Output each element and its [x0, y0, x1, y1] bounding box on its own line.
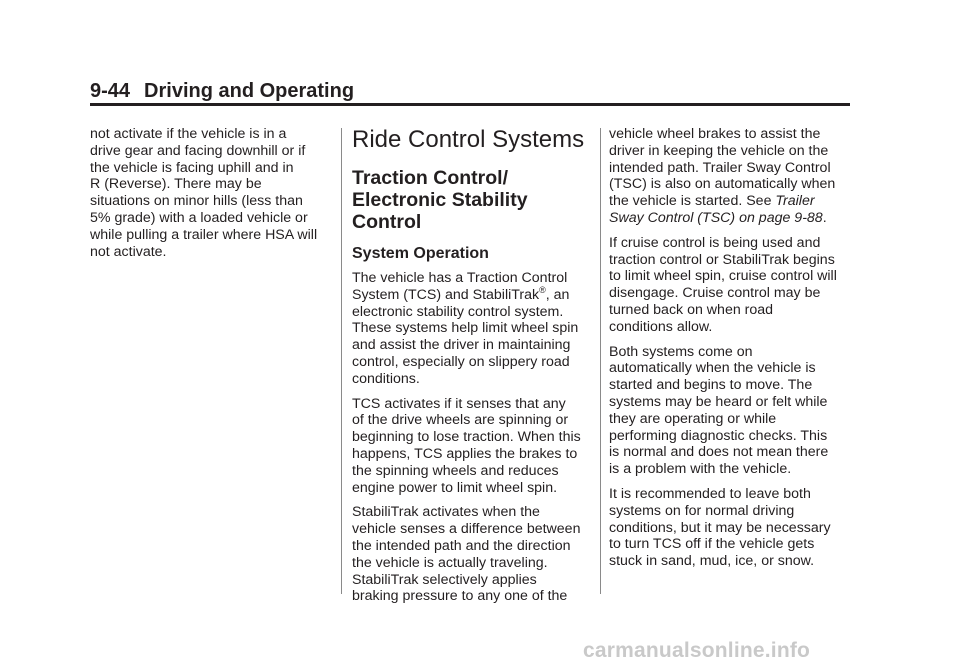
text-line: conditions allow. — [609, 318, 713, 335]
text-line: R (Reverse). There may be — [90, 176, 262, 193]
text-line: control, especially on slippery road — [352, 353, 570, 370]
page-number: 9-44 — [90, 80, 131, 102]
text-line — [609, 193, 815, 209]
text-line — [352, 284, 570, 303]
column-2 — [352, 126, 588, 613]
text-line: automatically when the vehicle is — [609, 360, 816, 377]
heading-line: Control — [352, 211, 422, 233]
text-line: systems on for normal driving — [609, 502, 795, 519]
text-line: The vehicle has a Traction Control — [352, 270, 568, 286]
column-divider-2 — [600, 128, 601, 594]
text-line: is a problem with the vehicle. — [609, 461, 792, 478]
text-line: intended path. Trailer Sway Control — [609, 159, 831, 176]
paragraph-cruise — [609, 235, 854, 336]
watermark: carmanualsonline.info — [583, 639, 811, 662]
text-line: is normal and does not mean there — [609, 444, 829, 461]
text-line: and assist the driver in maintaining — [352, 337, 571, 354]
text-line: not activate. — [90, 243, 167, 260]
text-line: situations on minor hills (less than — [90, 193, 303, 210]
text-line: It is recommended to leave both — [609, 485, 811, 502]
text-fragment: the vehicle is started. See — [609, 193, 776, 210]
text-fragment: System (TCS) and StabiliTrak — [352, 286, 540, 303]
subsection-heading: System Operation — [352, 245, 489, 262]
paragraph-stabilitrak — [352, 504, 588, 605]
paragraph-intro — [352, 270, 588, 388]
text-line: If cruise control is being used and — [609, 234, 821, 251]
text-line: not activate if the vehicle is in a — [90, 126, 287, 142]
text-line — [609, 210, 827, 226]
page-header — [90, 80, 354, 103]
text-line: turned back on when road — [609, 301, 774, 318]
text-line: stuck in sand, mud, ice, or snow. — [609, 553, 815, 570]
text-line: (TSC) is also on automatically when — [609, 176, 836, 193]
text-line: vehicle wheel brakes to assist the — [609, 126, 821, 142]
paragraph-hsa — [90, 126, 332, 260]
text-line: happens, TCS applies the brakes to — [352, 445, 578, 462]
text-line: TCS activates if it senses that any — [352, 395, 566, 412]
text-line: traction control or StabiliTrak begins — [609, 251, 835, 268]
text-line: performing diagnostic checks. This — [609, 427, 828, 444]
text-line: systems may be heard or felt while — [609, 393, 828, 410]
text-line: 5% grade) with a loaded vehicle or — [90, 209, 308, 226]
text-line: vehicle senses a difference between — [352, 521, 581, 538]
chapter-heading: Ride Control Systems — [352, 126, 585, 153]
text-line: Both systems come on — [609, 343, 753, 360]
text-line: of the drive wheels are spinning or — [352, 412, 569, 429]
registered-mark: ® — [539, 284, 546, 295]
heading-line: Traction Control/ — [352, 167, 508, 189]
text-line: to turn TCS off if the vehicle gets — [609, 536, 815, 553]
text-line: disengage. Cruise control may be — [609, 285, 821, 302]
column-3 — [609, 126, 854, 578]
paragraph-tsc — [609, 126, 854, 227]
heading-line: Electronic Stability — [352, 189, 528, 211]
text-line: the spinning wheels and reduces — [352, 462, 559, 479]
text-line: to limit wheel spin, cruise control will — [609, 268, 837, 285]
text-line: they are operating or while — [609, 410, 777, 427]
text-line: These systems help limit wheel spin — [352, 320, 579, 337]
text-line: conditions, but it may be necessary — [609, 519, 831, 536]
text-line: conditions. — [352, 370, 420, 387]
paragraph-tcs — [352, 396, 588, 497]
text-line: beginning to lose traction. When this — [352, 429, 581, 446]
paragraph-recommendation — [609, 486, 854, 570]
text-line: engine power to limit wheel spin. — [352, 479, 558, 496]
text-line: the vehicle is facing uphill and in — [90, 159, 294, 176]
text-line: the intended path and the direction — [352, 537, 571, 554]
column-divider-1 — [341, 128, 342, 594]
cross-reference-link[interactable]: Sway Control (TSC) on page 9-88 — [609, 209, 823, 226]
text-line: drive gear and facing downhill or if — [90, 142, 306, 159]
text-line: driver in keeping the vehicle on the — [609, 142, 829, 159]
header-rule — [90, 103, 850, 106]
text-fragment: , an — [545, 286, 570, 303]
cross-reference-link[interactable]: Trailer — [775, 193, 815, 210]
text-line: electronic stability control system. — [352, 303, 564, 320]
text-line: braking pressure to any one of the — [352, 588, 568, 605]
text-line: started and begins to move. The — [609, 377, 813, 394]
text-fragment: . — [822, 209, 827, 226]
text-line: StabiliTrak selectively applies — [352, 571, 537, 588]
paragraph-auto-on — [609, 344, 854, 478]
section-heading — [352, 167, 588, 233]
text-line: StabiliTrak activates when the — [352, 504, 540, 521]
text-line: the vehicle is actually traveling. — [352, 554, 548, 571]
text-line: while pulling a trailer where HSA will — [90, 226, 318, 243]
column-1 — [90, 126, 332, 268]
section-title: Driving and Operating — [144, 80, 355, 102]
